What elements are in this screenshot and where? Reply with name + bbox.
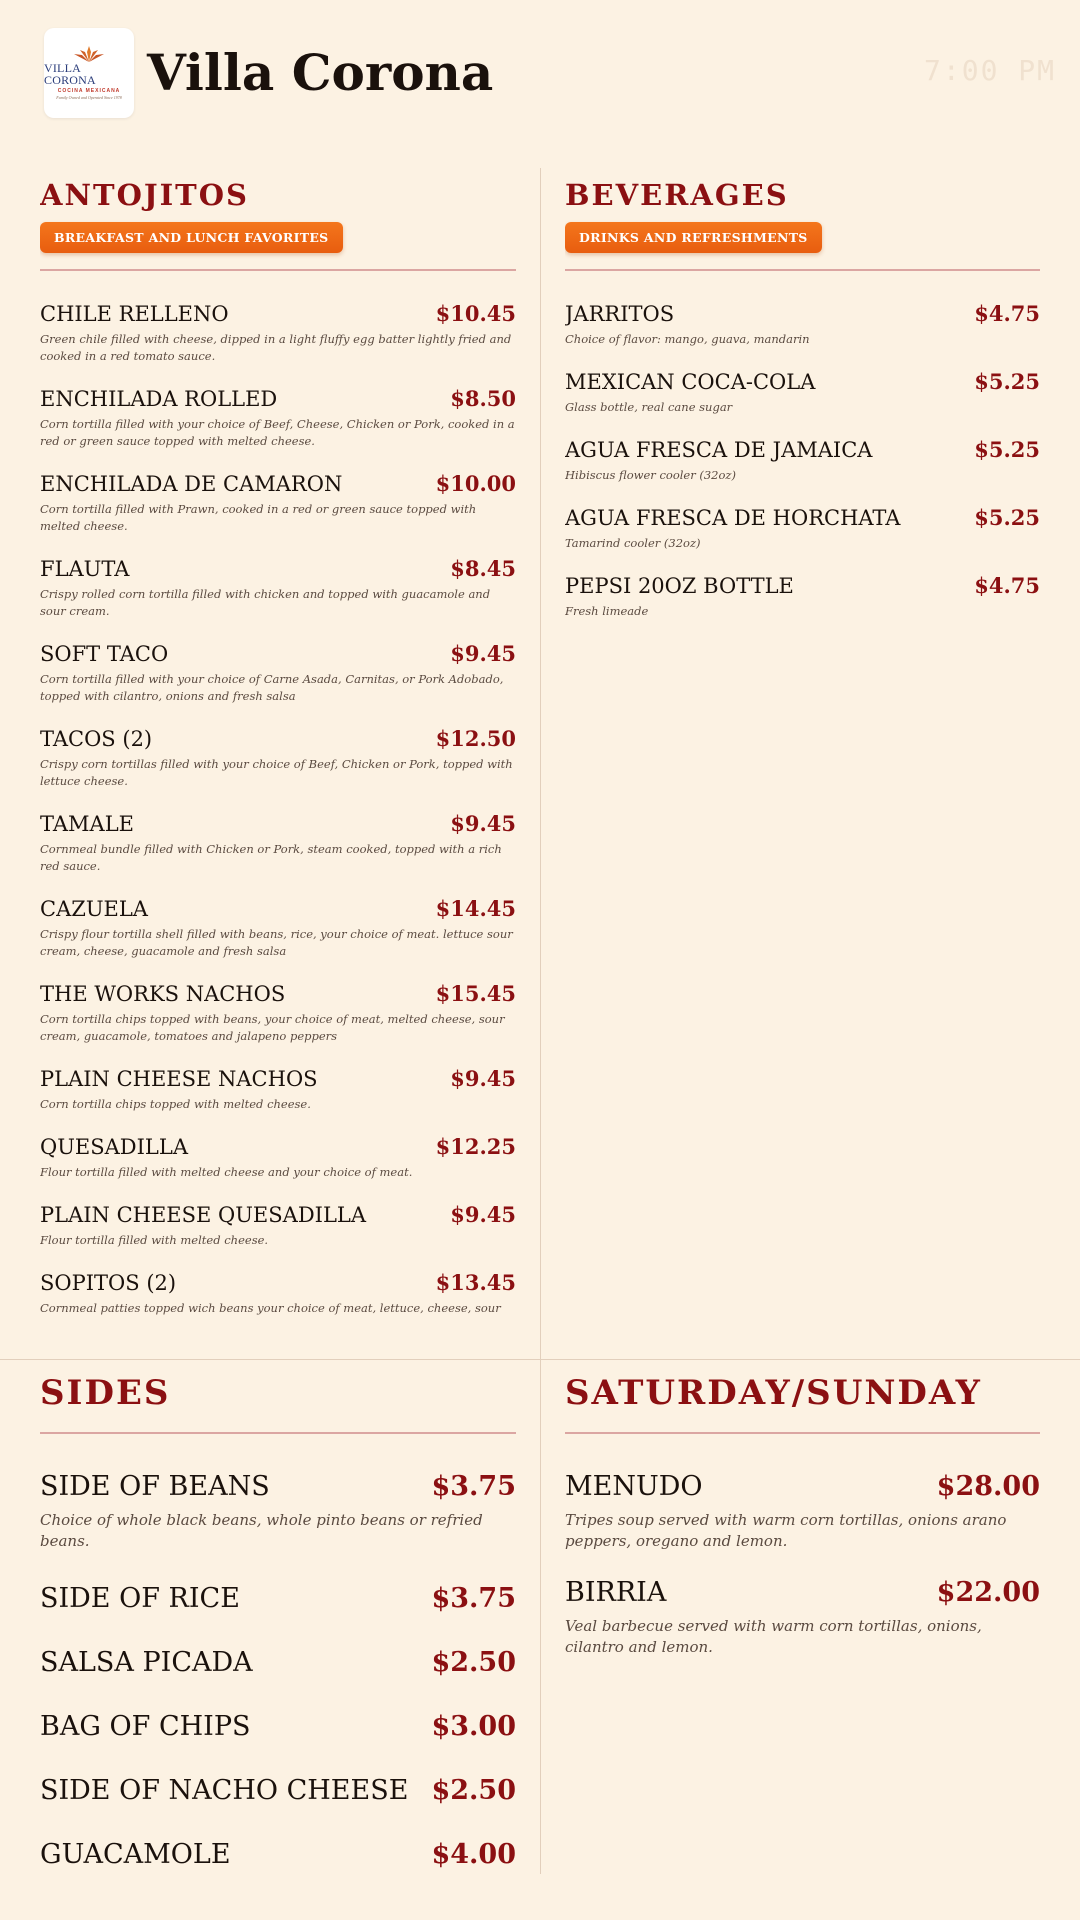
menu-item-row [40, 726, 516, 752]
menu-item-description: Flour tortilla filled with melted cheese. [40, 1233, 269, 1247]
menu-item-price: $3.75 [431, 1583, 516, 1614]
menu-item-price: $8.50 [450, 386, 516, 411]
menu-item [40, 301, 516, 365]
menu-item-price: $2.50 [431, 1775, 516, 1806]
menu-item [40, 981, 516, 1045]
menu-item-row [40, 1838, 516, 1872]
menu-item-description: Corn tortilla chips topped with melted cheese. [40, 1097, 311, 1111]
menu-item-name: TAMALE [40, 812, 134, 836]
menu-item-price: $12.50 [435, 726, 516, 751]
menu-item-name: GUACAMOLE [40, 1839, 231, 1870]
section-rule [565, 1432, 1040, 1434]
section-title: SATURDAY/SUNDAY [565, 1373, 982, 1413]
menu-item [565, 573, 1040, 620]
menu-item-name: CHILE RELLENO [40, 302, 229, 326]
section-rule [40, 269, 516, 271]
menu-item-price: $12.25 [435, 1134, 516, 1159]
menu-item-name: BAG OF CHIPS [40, 1711, 251, 1742]
menu-item-price: $4.00 [431, 1839, 516, 1870]
menu-item-price: $4.75 [974, 573, 1040, 598]
menu-item-name: ENCHILADA DE CAMARON [40, 472, 343, 496]
menu-list [565, 1470, 1040, 1658]
menu-item-row [40, 1470, 516, 1504]
menu-item-price: $10.00 [435, 471, 516, 496]
menu-item-row [40, 1134, 516, 1160]
menu-item [565, 505, 1040, 552]
menu-item-row [40, 981, 516, 1007]
menu-item [40, 1066, 516, 1113]
menu-item-row [40, 896, 516, 922]
menu-item-price: $9.45 [450, 811, 516, 836]
menu-item-description: Crispy corn tortillas filled with your choice of Beef, Chicken or Pork, topped with lettuce cheese. [40, 757, 513, 788]
menu-item-price: $9.45 [450, 1066, 516, 1091]
section-rule [565, 269, 1040, 271]
menu-item-price: $9.45 [450, 641, 516, 666]
menu-item-price: $15.45 [435, 981, 516, 1006]
menu-item-name: AGUA FRESCA DE JAMAICA [565, 438, 873, 462]
menu-item-row [565, 369, 1040, 395]
menu-item [40, 726, 516, 790]
menu-list [565, 301, 1040, 620]
menu-item [40, 386, 516, 450]
menu-item-row [40, 1066, 516, 1092]
menu-item-price: $28.00 [936, 1471, 1040, 1502]
menu-item [40, 1838, 516, 1872]
menu-item [40, 641, 516, 705]
section-title: BEVERAGES [565, 178, 789, 212]
sides-section [40, 1360, 516, 1880]
menu-item-description: Tripes soup served with warm corn tortillas, onions arano peppers, oregano and lemon. [565, 1511, 1007, 1550]
menu-item-name: PLAIN CHEESE QUESADILLA [40, 1203, 367, 1227]
section-rule [40, 1432, 516, 1434]
menu-item-description: Green chile filled with cheese, dipped in a light fluffy egg batter lightly fried and cooked in a red tomato sauce. [40, 332, 512, 363]
menu-item-name: MENUDO [565, 1471, 703, 1502]
menu-item-price: $5.25 [974, 505, 1040, 530]
menu-item [565, 1470, 1040, 1552]
menu-item-name: CAZUELA [40, 897, 148, 921]
menu-item-row [565, 505, 1040, 531]
menu-item-description: Tamarind cooler (32oz) [565, 536, 701, 550]
section-title: ANTOJITOS [40, 178, 249, 212]
menu-item-price: $5.25 [974, 369, 1040, 394]
restaurant-name: Villa Corona [147, 43, 494, 102]
menu-item-row [40, 1774, 516, 1808]
menu-item-name: FLAUTA [40, 557, 130, 581]
menu-item [40, 1270, 516, 1317]
menu-list [40, 1470, 516, 1872]
section-badge: BREAKFAST AND LUNCH FAVORITES [40, 222, 343, 253]
menu-item-description: Veal barbecue served with warm corn tortillas, onions, cilantro and lemon. [565, 1617, 982, 1656]
menu-item [565, 301, 1040, 348]
menu-item-name: SALSA PICADA [40, 1647, 253, 1678]
weekend-section [565, 1360, 1040, 1880]
menu-item-price: $2.50 [431, 1647, 516, 1678]
menu-item-description: Choice of whole black beans, whole pinto beans or refried beans. [40, 1511, 483, 1550]
menu-item-description: Fresh limeade [565, 604, 649, 618]
menu-item-row [40, 1646, 516, 1680]
menu-item-row [40, 471, 516, 497]
menu-item-description: Cornmeal patties topped wich beans your choice of meat, lettuce, cheese, sour [40, 1301, 501, 1315]
menu-item-name: AGUA FRESCA DE HORCHATA [565, 506, 901, 530]
menu-item-description: Choice of flavor: mango, guava, mandarin [565, 332, 810, 346]
menu-item [40, 1202, 516, 1249]
menu-list [40, 301, 516, 1317]
beverages-section [565, 168, 1040, 1358]
menu-item [40, 1582, 516, 1616]
menu-item-name: MEXICAN COCA-COLA [565, 370, 816, 394]
menu-item-description: Crispy flour tortilla shell filled with beans, rice, your choice of meat. lettuce sour cream, cheese, guacamole and fresh salsa [40, 927, 513, 958]
menu-item-description: Glass bottle, real cane sugar [565, 400, 733, 414]
menu-item-row [565, 1470, 1040, 1504]
menu-item-row [565, 1576, 1040, 1610]
section-badge: DRINKS AND REFRESHMENTS [565, 222, 822, 253]
menu-item-row [40, 641, 516, 667]
menu-item-price: $8.45 [450, 556, 516, 581]
menu-item [40, 1646, 516, 1680]
menu-item [40, 1774, 516, 1808]
vertical-divider [540, 168, 541, 1874]
menu-item-name: PEPSI 20OZ BOTTLE [565, 574, 794, 598]
menu-item-row [565, 437, 1040, 463]
menu-item [40, 1134, 516, 1181]
agave-icon [72, 46, 106, 62]
menu-item-price: $22.00 [936, 1577, 1040, 1608]
menu-item [40, 1470, 516, 1552]
menu-item-row [565, 301, 1040, 327]
menu-item-name: ENCHILADA ROLLED [40, 387, 278, 411]
menu-item-name: SIDE OF RICE [40, 1583, 240, 1614]
menu-item-row [40, 1710, 516, 1744]
menu-item [40, 896, 516, 960]
menu-item-name: QUESADILLA [40, 1135, 188, 1159]
menu-item-row [40, 556, 516, 582]
logo-name: VILLA CORONA [44, 61, 96, 87]
menu-item-row [565, 573, 1040, 599]
menu-item [40, 556, 516, 620]
menu-item-row [40, 811, 516, 837]
menu-item-row [40, 1202, 516, 1228]
menu-item-row [40, 386, 516, 412]
menu-item-name: SOFT TACO [40, 642, 169, 666]
menu-item-description: Hibiscus flower cooler (32oz) [565, 468, 736, 482]
menu-item [565, 369, 1040, 416]
menu-item-row [40, 1582, 516, 1616]
menu-item-name: SOPITOS (2) [40, 1271, 177, 1295]
menu-item-price: $13.45 [435, 1270, 516, 1295]
menu-item-price: $10.45 [435, 301, 516, 326]
menu-item [40, 1710, 516, 1744]
menu-item [40, 471, 516, 535]
section-title: SIDES [40, 1373, 171, 1413]
menu-item [565, 437, 1040, 484]
menu-item-name: BIRRIA [565, 1577, 667, 1608]
logo-subtitle: COCINA MEXICANA [57, 88, 121, 94]
antojitos-section [40, 168, 516, 1358]
menu-item-price: $9.45 [450, 1202, 516, 1227]
menu-item-name: JARRITOS [565, 302, 675, 326]
menu-item-price: $5.25 [974, 437, 1040, 462]
menu-item-description: Corn tortilla filled with your choice of Carne Asada, Carnitas, or Pork Adobado, topped with cilantro, onions and fresh salsa [40, 672, 504, 703]
menu-item-name: TACOS (2) [40, 727, 153, 751]
menu-item-price: $3.75 [431, 1471, 516, 1502]
header [0, 0, 1080, 140]
menu-item-name: THE WORKS NACHOS [40, 982, 286, 1006]
logo-tagline: Family Owned and Operated Since 1978 [56, 95, 122, 100]
menu-item-description: Cornmeal bundle filled with Chicken or Pork, steam cooked, topped with a rich red sauce. [40, 842, 502, 873]
menu-item-price: $4.75 [974, 301, 1040, 326]
menu-item-row [40, 301, 516, 327]
menu-item-name: PLAIN CHEESE NACHOS [40, 1067, 318, 1091]
menu-item-description: Corn tortilla chips topped with beans, your choice of meat, melted cheese, sour cream, guacamole, tomatoes and jalapeno peppers [40, 1012, 505, 1043]
menu-item-description: Corn tortilla filled with Prawn, cooked in a red or green sauce topped with melted cheese. [40, 502, 477, 533]
menu-item [40, 811, 516, 875]
clock: 7:00 PM [924, 54, 1057, 87]
menu-item-price: $14.45 [435, 896, 516, 921]
menu-item-row [40, 1270, 516, 1296]
menu-item-name: SIDE OF BEANS [40, 1471, 270, 1502]
menu-item-description: Corn tortilla filled with your choice of Beef, Cheese, Chicken or Pork, cooked in a red or green sauce topped with melted cheese. [40, 417, 515, 448]
menu-item-name: SIDE OF NACHO CHEESE [40, 1775, 409, 1806]
menu-item-description: Crispy rolled corn tortilla filled with chicken and topped with guacamole and sour cream. [40, 587, 491, 618]
menu-item [565, 1576, 1040, 1658]
menu-item-description: Flour tortilla filled with melted cheese and your choice of meat. [40, 1165, 413, 1179]
restaurant-logo [44, 28, 134, 118]
menu-item-price: $3.00 [431, 1711, 516, 1742]
